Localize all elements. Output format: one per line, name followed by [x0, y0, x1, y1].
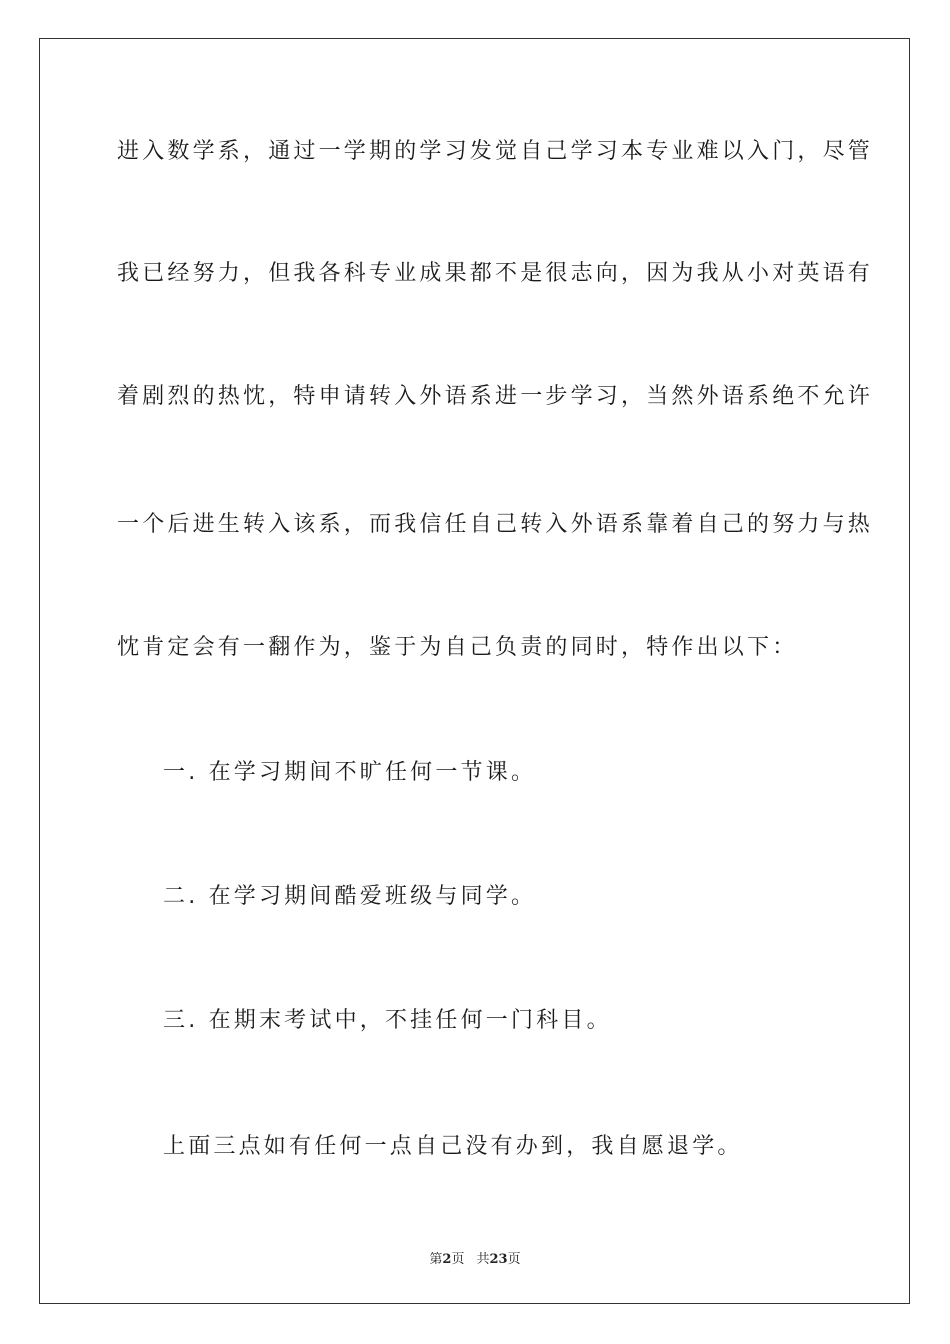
body-line-1: 进入数学系，通过一学期的学习发觉自己学习本专业难以入门，尽管 [117, 139, 874, 164]
body-line-3: 着剧烈的热忱，特申请转入外语系进一步学习，当然外语系绝不允许 [117, 384, 874, 409]
page-border [39, 38, 910, 1304]
body-line-4: 一个后进生转入该系，而我信任自己转入外语系靠着自己的努力与热 [117, 512, 874, 537]
body-line-2: 我已经努力，但我各科专业成果都不是很志向，因为我从小对英语有 [117, 261, 874, 286]
page-prefix: 第 [429, 1252, 443, 1267]
total-pages: 23 [489, 1252, 508, 1267]
list-item-2: 二. 在学习期间酷爱班级与同学。 [163, 884, 537, 909]
list-item-1: 一. 在学习期间不旷任何一节课。 [163, 760, 537, 785]
page-footer [0, 1248, 950, 1267]
list-item-3: 三. 在期末考试中，不挂任何一门科目。 [163, 1008, 612, 1033]
page-suffix: 页 [451, 1252, 465, 1267]
page-number: 2 [442, 1252, 452, 1267]
closing-statement: 上面三点如有任何一点自己没有办到，我自愿退学。 [163, 1134, 743, 1159]
body-line-5: 忱肯定会有一翻作为，鉴于为自己负责的同时，特作出以下： [117, 635, 798, 660]
total-prefix: 共 [476, 1252, 490, 1267]
total-suffix: 页 [507, 1252, 521, 1267]
